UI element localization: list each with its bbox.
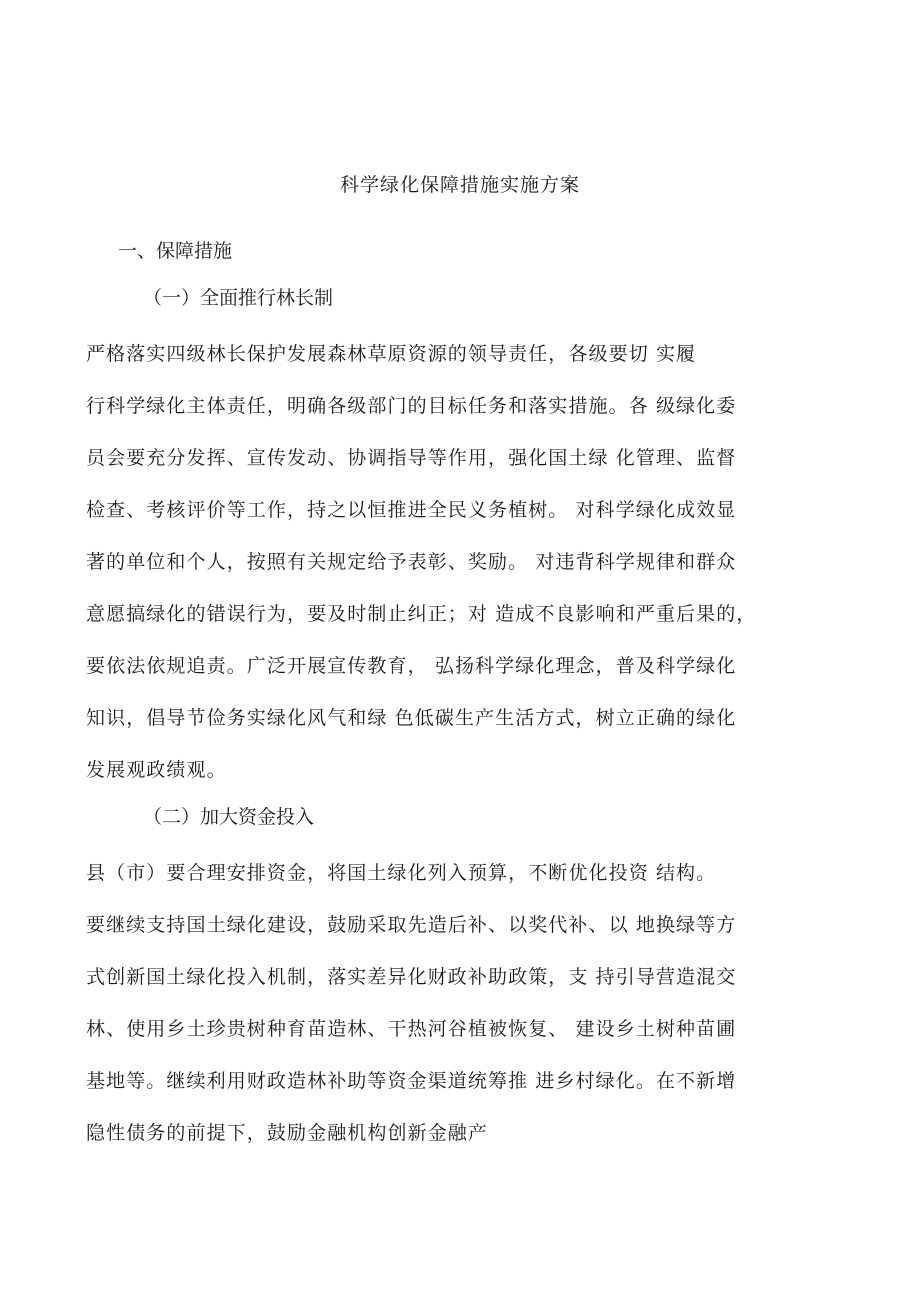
paragraph-line: 隐性债务的前提下，鼓励金融机构创新金融产 xyxy=(86,1122,489,1144)
subsection-heading-forest-chief: （一）全面推行林长制 xyxy=(143,287,334,309)
paragraph-line: 行科学绿化主体责任，明确各级部门的目标任务和落实措施。各 级绿化委 xyxy=(86,395,737,417)
paragraph-funding xyxy=(86,847,836,1159)
paragraph-line: 严格落实四级林长保护发展森林草原资源的领导责任，各级要切 实履 xyxy=(86,343,697,365)
subsection-heading-funding: （二）加大资金投入 xyxy=(143,806,315,828)
paragraph-line: 要依法依规追责。广泛开展宣传教育， 弘扬科学绿化理念，普及科学绿化 xyxy=(86,655,737,677)
paragraph-line: 基地等。继续利用财政造林补助等资金渠道统筹推 进乡村绿化。在不新增 xyxy=(86,1070,737,1092)
paragraph-line: 员会要充分发挥、宣传发动、协调指导等作用，强化国土绿 化管理、监督 xyxy=(86,447,737,469)
paragraph-line: 要继续支持国土绿化建设，鼓励采取先造后补、以奖代补、以 地换绿等方 xyxy=(86,914,737,936)
document-title: 科学绿化保障措施实施方案 xyxy=(339,174,580,196)
paragraph-line: 检查、考核评价等工作，持之以恒推进全民义务植树。 对科学绿化成效显 xyxy=(86,499,737,521)
paragraph-line: 县（市）要合理安排资金，将国土绿化列入预算，不断优化投资 结构。 xyxy=(86,862,717,884)
paragraph-line: 知识，倡导节俭务实绿化风气和绿 色低碳生产生活方式，树立正确的绿化 xyxy=(86,707,737,729)
paragraph-line: 意愿搞绿化的错误行为，要及时制止纠正；对 造成不良影响和严重后果的， xyxy=(86,603,757,625)
paragraph-line: 发展观政绩观。 xyxy=(86,759,227,781)
paragraph-forest-chief xyxy=(86,328,836,796)
paragraph-line: 著的单位和个人，按照有关规定给予表彰、奖励。 对违背科学规律和群众 xyxy=(86,551,737,573)
paragraph-line: 林、使用乡土珍贵树种育苗造林、干热河谷植被恢复、 建设乡土树种苗圃 xyxy=(86,1018,737,1040)
section-heading-safeguards: 一、保障措施 xyxy=(118,240,233,262)
paragraph-line: 式创新国土绿化投入机制，落实差异化财政补助政策，支 持引导营造混交 xyxy=(86,966,737,988)
